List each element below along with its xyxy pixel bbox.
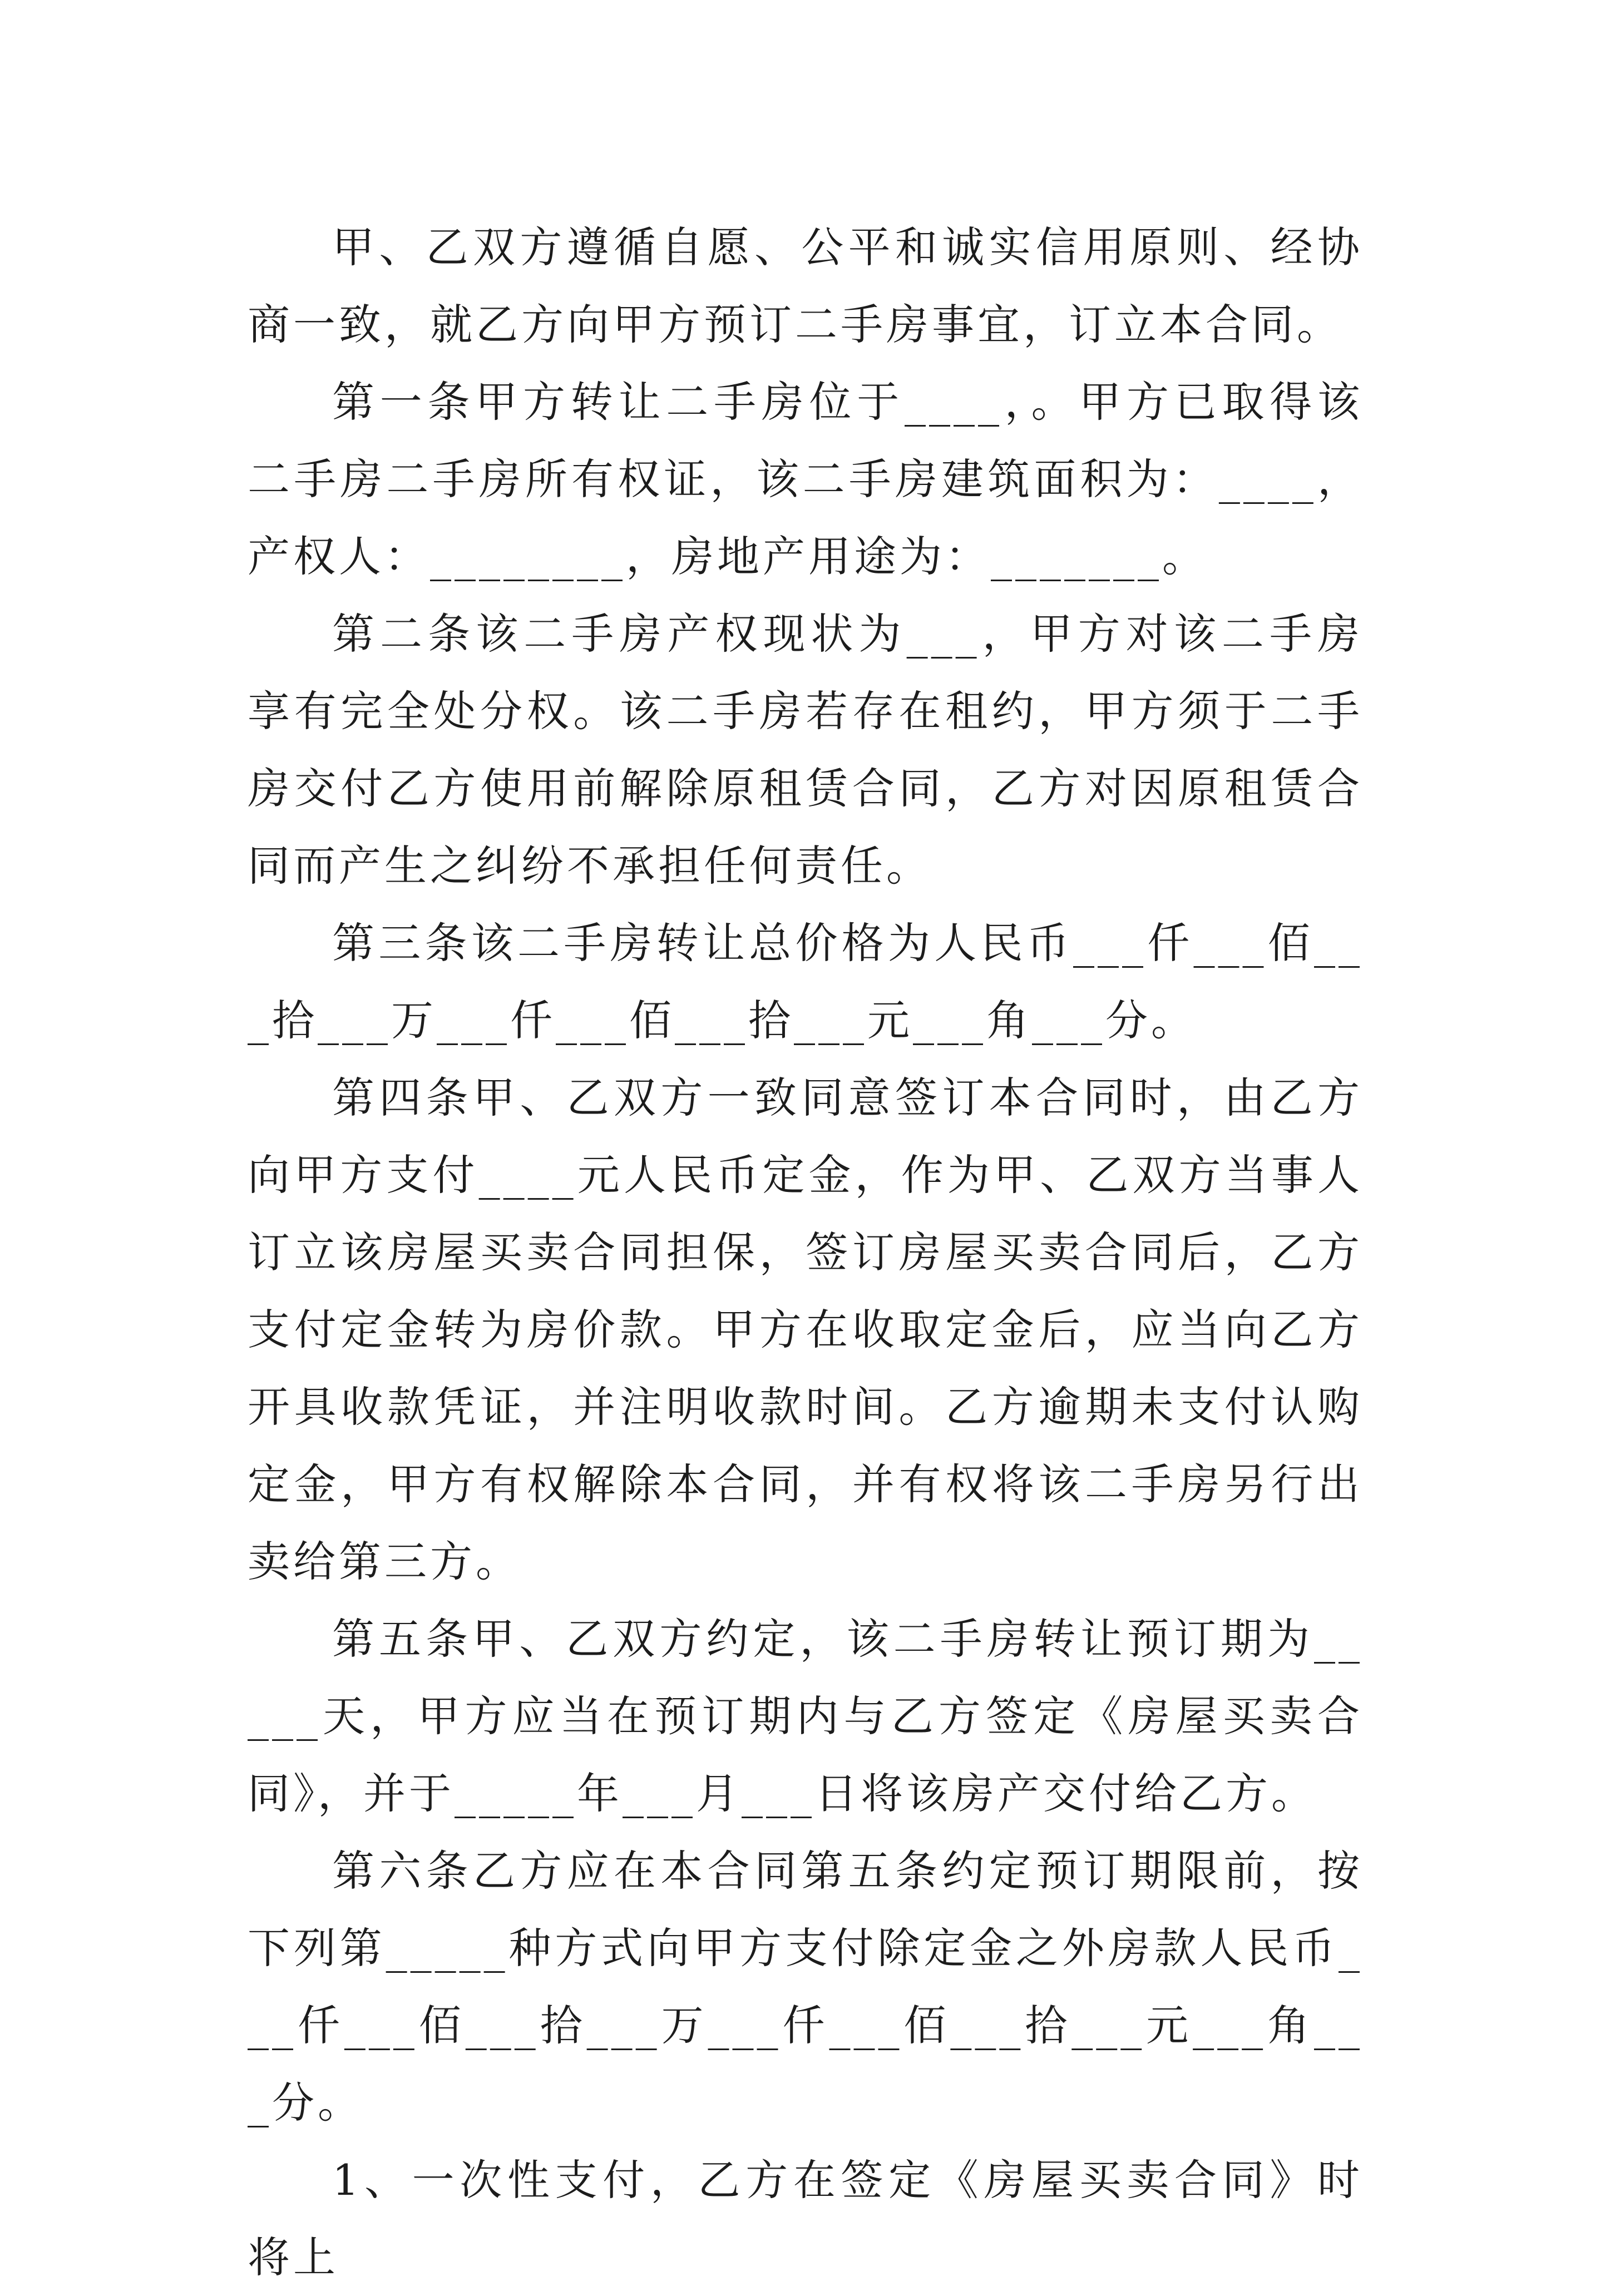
paragraph-article-2: 第二条该二手房产权现状为___，甲方对该二手房享有完全处分权。该二手房若存在租约，甲方须于二手房交付乙方使用前解除原租赁合同，乙方对因原租赁合同而产生之纠纷不承担任何责任。 bbox=[248, 609, 1363, 890]
paragraph-preamble: 甲、乙双方遵循自愿、公平和诚实信用原则、经协商一致，就乙方向甲方预订二手房事宜，订立本合同。 bbox=[248, 222, 1363, 349]
paragraph-article-4: 第四条甲、乙双方一致同意签订本合同时，由乙方向甲方支付____元人民币定金，作为甲、乙双方当事人订立该房屋买卖合同担保，签订房屋买卖合同后，乙方支付定金转为房价款。甲方在收取定金后，应当向乙方开具收款凭证，并注明收款时间。乙方逾期未支付认购定金，甲方有权解除本合同，并有权将该二手房另行出卖给第三方。 bbox=[248, 1073, 1363, 1586]
contract-body bbox=[248, 209, 1363, 2296]
paragraph-article-3: 第三条该二手房转让总价格为人民币___仟___佰___拾___万___仟___佰___拾___元___角___分。 bbox=[248, 918, 1363, 1045]
paragraph-article-6: 第六条乙方应在本合同第五条约定预订期限前，按下列第_____种方式向甲方支付除定金之外房款人民币___仟___佰___拾___万___仟___佰___拾___元___角___分。 bbox=[248, 1846, 1363, 2127]
paragraph-payment-option-1: 1、一次性支付，乙方在签定《房屋买卖合同》时将上 bbox=[248, 2155, 1363, 2282]
paragraph-article-5: 第五条甲、乙双方约定，该二手房转让预订期为_____天，甲方应当在预订期内与乙方签定《房屋买卖合同》，并于_____年___月___日将该房产交付给乙方。 bbox=[248, 1614, 1363, 1818]
paragraph-article-1: 第一条甲方转让二手房位于____，。甲方已取得该二手房二手房所有权证，该二手房建筑面积为：____，产权人：________，房地产用途为：_______。 bbox=[248, 377, 1363, 581]
